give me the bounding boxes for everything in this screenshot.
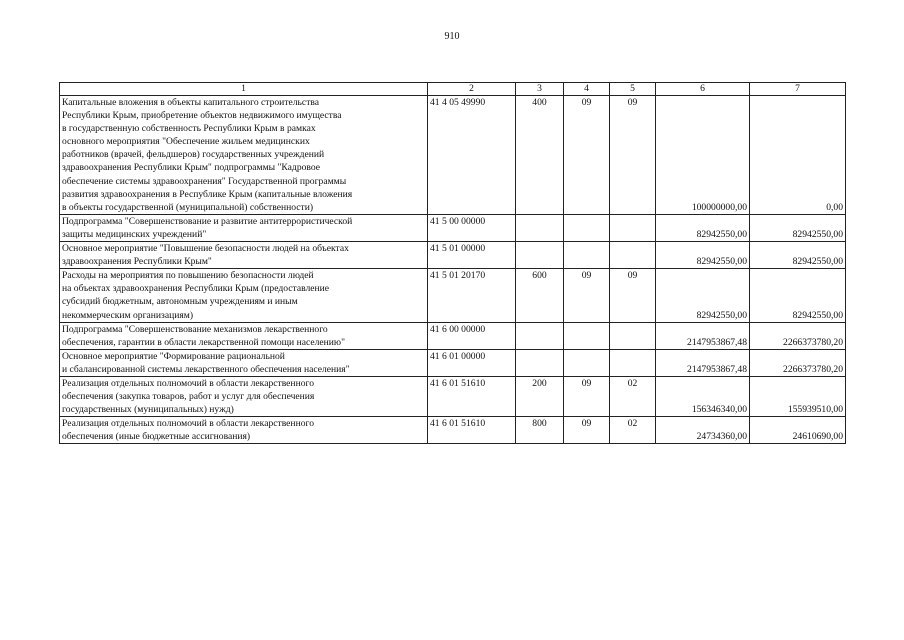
amount-year1-cell: 2147953867,48: [656, 322, 750, 349]
amount-year2-cell: 155939510,00: [750, 376, 846, 416]
row-name-line: Основное мероприятие "Формирование рациональной: [62, 350, 285, 362]
amount-year2-cell: 2266373780,20: [750, 322, 846, 349]
section-cell: [564, 242, 610, 269]
header-cell: 4: [564, 83, 610, 96]
amount-year2-cell: 2266373780,20: [750, 349, 846, 376]
table-row: [60, 349, 846, 376]
row-name-cell: [60, 242, 428, 269]
amount-year2-cell: 0,00: [750, 96, 846, 215]
row-name-line: Реализация отдельных полномочий в области лекарственного: [62, 377, 314, 389]
csr-code-cell: 41 4 05 49990: [428, 96, 516, 215]
header-cell: 7: [750, 83, 846, 96]
section-cell: [564, 322, 610, 349]
csr-code-cell: 41 5 00 00000: [428, 214, 516, 241]
amount-year2-cell: 24610690,00: [750, 417, 846, 444]
csr-code-cell: 41 6 01 00000: [428, 349, 516, 376]
table-header-row: [60, 83, 846, 96]
amount-year2-cell: 82942550,00: [750, 269, 846, 322]
subsection-cell: 02: [610, 376, 656, 416]
row-name-cell: [60, 96, 428, 215]
page-number: 910: [444, 31, 460, 42]
row-name-line: здравоохранения Республики Крым" подпрограммы "Кадровое: [62, 162, 321, 174]
amount-year1-cell: 82942550,00: [656, 214, 750, 241]
subsection-cell: [610, 322, 656, 349]
header-cell: 3: [516, 83, 564, 96]
row-name-line: и сбалансированной системы лекарственного обеспечения населения": [62, 363, 350, 375]
amount-year1-cell: 82942550,00: [656, 242, 750, 269]
amount-year1-cell: 156346340,00: [656, 376, 750, 416]
table-row: [60, 242, 846, 269]
row-name-line: Капитальные вложения в объекты капитального строительства: [62, 97, 320, 108]
row-name-cell: [60, 376, 428, 416]
row-name-line: защиты медицинских учреждений": [62, 228, 207, 240]
section-cell: [564, 214, 610, 241]
row-name-line: в объекты государственной (муниципальной) собственности): [62, 201, 314, 213]
expense-type-cell: 800: [516, 417, 564, 444]
row-name-line: работников (врачей, фельдшеров) государственных учреждений: [62, 149, 325, 161]
csr-code-cell: 41 5 01 20170: [428, 269, 516, 322]
row-name-cell: [60, 269, 428, 322]
csr-code-cell: 41 6 00 00000: [428, 322, 516, 349]
subsection-cell: 02: [610, 417, 656, 444]
amount-year1-cell: 2147953867,48: [656, 349, 750, 376]
row-name-cell: [60, 322, 428, 349]
row-name-cell: [60, 417, 428, 444]
subsection-cell: 09: [610, 96, 656, 215]
subsection-cell: 09: [610, 269, 656, 322]
subsection-cell: [610, 242, 656, 269]
row-name-line: Подпрограмма "Совершенствование механизмов лекарственного: [62, 323, 328, 335]
row-name-line: Основное мероприятие "Повышение безопасности людей на объектах: [62, 243, 349, 255]
section-cell: [564, 349, 610, 376]
expense-type-cell: [516, 322, 564, 349]
csr-code-cell: 41 6 01 51610: [428, 376, 516, 416]
subsection-cell: [610, 214, 656, 241]
budget-table: [59, 82, 846, 444]
row-name-line: развития здравоохранения в Республике Крым (капитальные вложения: [62, 188, 353, 200]
row-name-line: обеспечения, гарантии в области лекарственной помощи населению": [62, 336, 346, 348]
row-name-line: Расходы на мероприятия по повышению безопасности людей: [62, 270, 314, 282]
row-name-line: обеспечение системы здравоохранения" Государственной программы: [62, 175, 347, 187]
row-name-line: обеспечения (иные бюджетные ассигнования): [62, 431, 251, 443]
header-cell: 6: [656, 83, 750, 96]
row-name-line: Подпрограмма "Совершенствование и развитие антитеррористической: [62, 215, 353, 227]
row-name-cell: [60, 349, 428, 376]
row-name-line: здравоохранения Республики Крым": [62, 256, 212, 268]
amount-year1-cell: 82942550,00: [656, 269, 750, 322]
expense-type-cell: [516, 214, 564, 241]
expense-type-cell: 600: [516, 269, 564, 322]
section-cell: 09: [564, 96, 610, 215]
table-row: [60, 417, 846, 444]
expense-type-cell: [516, 242, 564, 269]
table-row: [60, 214, 846, 241]
header-cell: 1: [60, 83, 428, 96]
table-row: [60, 269, 846, 322]
section-cell: 09: [564, 376, 610, 416]
table-row: [60, 322, 846, 349]
row-name-line: некоммерческим организациям): [62, 309, 194, 321]
amount-year2-cell: 82942550,00: [750, 242, 846, 269]
amount-year1-cell: 24734360,00: [656, 417, 750, 444]
section-cell: 09: [564, 269, 610, 322]
header-cell: 5: [610, 83, 656, 96]
csr-code-cell: 41 6 01 51610: [428, 417, 516, 444]
row-name-line: на объектах здравоохранения Республики Крым (предоставление: [62, 283, 330, 295]
row-name-cell: [60, 214, 428, 241]
expense-type-cell: 400: [516, 96, 564, 215]
expense-type-cell: [516, 349, 564, 376]
row-name-line: обеспечения (закупка товаров, работ и услуг для обеспечения: [62, 391, 315, 403]
table-row: [60, 376, 846, 416]
row-name-line: в государственную собственность Республики Крым в рамках: [62, 123, 316, 135]
amount-year1-cell: 100000000,00: [656, 96, 750, 215]
row-name-line: Республики Крым, приобретение объектов недвижимого имущества: [62, 110, 342, 122]
amount-year2-cell: 82942550,00: [750, 214, 846, 241]
row-name-line: основного мероприятия "Обеспечение жильем медицинских: [62, 136, 310, 148]
expense-type-cell: 200: [516, 376, 564, 416]
header-cell: 2: [428, 83, 516, 96]
row-name-line: субсидий бюджетным, автономным учреждениям и иным: [62, 296, 298, 308]
table-row: [60, 96, 846, 215]
subsection-cell: [610, 349, 656, 376]
row-name-line: Реализация отдельных полномочий в области лекарственного: [62, 418, 314, 430]
section-cell: 09: [564, 417, 610, 444]
row-name-line: государственных (муниципальных) нужд): [62, 404, 234, 416]
csr-code-cell: 41 5 01 00000: [428, 242, 516, 269]
